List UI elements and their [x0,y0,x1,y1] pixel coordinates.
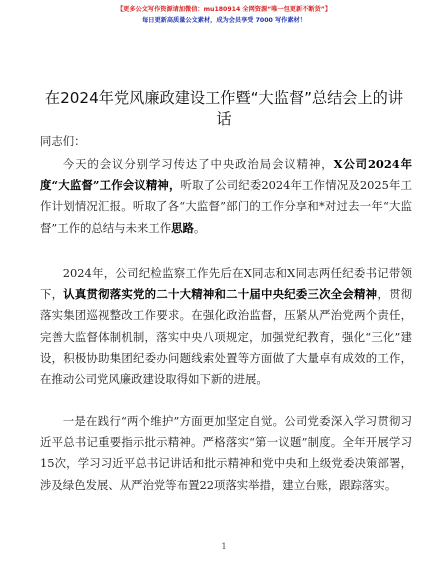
page-number: 1 [221,542,227,551]
greeting: 同志们： [40,134,86,148]
document-title: 在2024年党风廉政建设工作暨“大监督”总结会上的讲话 [44,89,404,128]
promo-banner-line-2: 每日更新高质量公文素材，成为会员享受 7000 写作素材！ [142,17,306,24]
p1-text-e: 。 [193,220,206,235]
p2-text-a: 2024年，公司纪检监察工作先后在X同志和X同志两任纪委书记带领下， [40,266,412,302]
p1-text-a: 今天的会议分别学习传达了中央政治局会议精神， [62,157,334,171]
promo-banner-line-1: 【更多公文写作资源请加微信：mu180914 全网资源“唯一包更新不断货”】 [116,6,332,13]
p2-text-b: 认真贯彻落实党的二十大精神和二十届中央纪委三次全会精神 [63,287,378,302]
paragraph-1 [40,154,412,239]
p3-text: 一是在践行“两个维护”方面更加坚定自觉。公司党委深入学习贯彻习近平总书记重要指示批示精神。严格落实“第一议题”制度。全年开展学习15次，学习习近平总书记讲话和批示精神和党中央和上级党委决策部署，涉及绿色发展、从严治党等布置22项落实举措，建立台账，跟踪落实。 [40,414,412,492]
p1-text-c: 听取了公司纪委2024年工作情况及2025年工作计划情况汇报。听取了各“大监督”部门的工作分享和*对过去一年“大监督”工作的总结与未来工作 [40,178,412,235]
p2-text-d: 。在强化政治监督，压紧从严治党两个责任，完善大监督体制机制，落实中央八项规定，加强党纪教育，强化“三化”建设，积极协助集团纪委办问题线索处置等方面做了大量卓有成效的工作，在推动公司党风廉政建设取得如下新的进展。 [40,308,412,387]
p1-text-b: X公司2024年度“大监督”工作会议精神， [40,157,412,193]
promo-banner [0,4,448,26]
paragraph-3 [40,411,412,496]
p1-text-d: 思路 [171,220,194,235]
paragraph-2 [40,263,412,390]
p2-text-c: ，贯彻落实集团巡视整改工作要求 [40,287,412,323]
